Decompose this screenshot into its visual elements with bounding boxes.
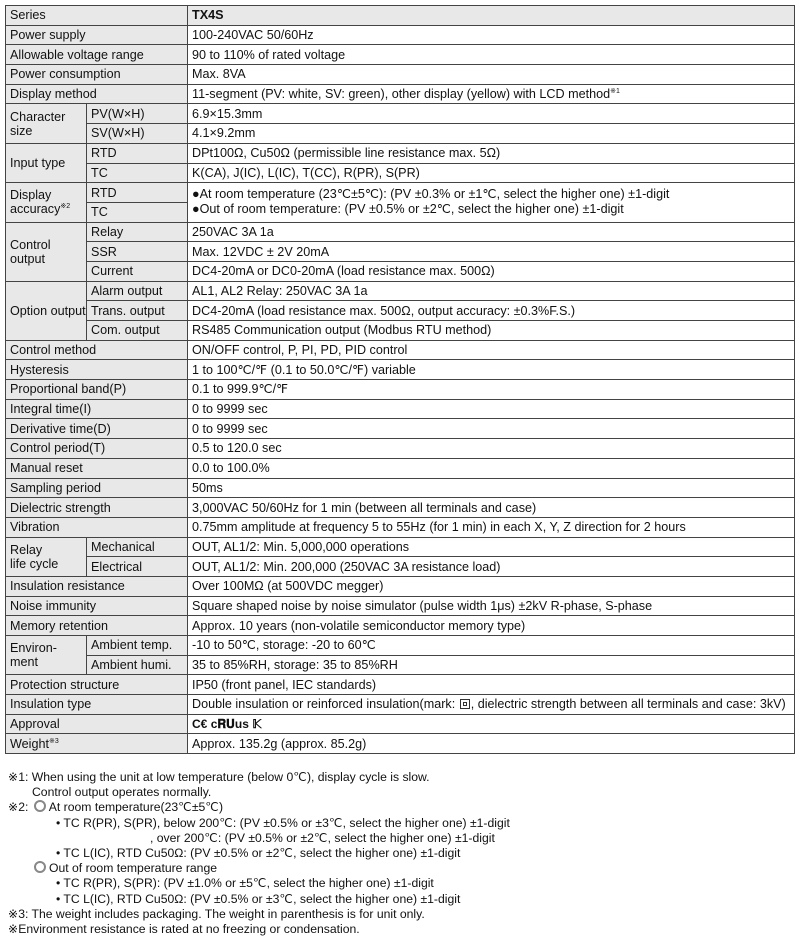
row-value: Max. 12VDC ± 2V 20mA <box>188 242 795 262</box>
footnote-2-prefix: ※2: <box>8 800 32 815</box>
footnote-2-out-text: Out of room temperature range <box>49 861 218 876</box>
row-value: ON/OFF control, P, PI, PD, PID control <box>188 340 795 360</box>
table-row <box>6 695 795 715</box>
table-row <box>6 183 795 203</box>
display-method-text: 11-segment (PV: white, SV: green), other display (yellow) with LCD method <box>192 87 611 102</box>
row-label: Option output <box>6 281 87 340</box>
sub-label: TC <box>87 163 188 183</box>
row-value: 0.1 to 999.9℃/℉ <box>188 380 795 400</box>
row-value: DC4-20mA or DC0-20mA (load resistance max. 500Ω) <box>188 261 795 281</box>
sub-label: Ambient temp. <box>87 636 188 656</box>
table-row <box>6 458 795 478</box>
row-label: Sampling period <box>6 478 188 498</box>
table-row <box>6 84 795 104</box>
row-value <box>188 695 795 715</box>
table-row <box>6 616 795 636</box>
row-label <box>6 636 87 675</box>
weight-label: Weight <box>10 736 49 751</box>
table-row <box>6 498 795 518</box>
sub-label: Alarm output <box>87 281 188 301</box>
footnote-2-line: • TC R(PR), S(PR), below 200℃: (PV ±0.5% or ±3℃, select the higher one) ±1-digit <box>56 815 510 830</box>
row-label: Display method <box>6 84 188 104</box>
footnote-2 <box>8 800 510 815</box>
sub-label: Relay <box>87 222 188 242</box>
row-value: 0.5 to 120.0 sec <box>188 439 795 459</box>
table-row <box>6 222 795 242</box>
row-value: Approx. 135.2g (approx. 85.2g) <box>188 734 795 754</box>
row-value: 50ms <box>188 478 795 498</box>
row-label: Power consumption <box>6 65 188 85</box>
row-value <box>188 183 795 222</box>
row-value: 3,000VAC 50/60Hz for 1 min (between all terminals and case) <box>188 498 795 518</box>
row-value: IP50 (front panel, IEC standards) <box>188 675 795 695</box>
table-row <box>6 163 795 183</box>
row-label: Control period(T) <box>6 439 188 459</box>
sub-label: RTD <box>87 143 188 163</box>
row-value: OUT, AL1/2: Min. 200,000 (250VAC 3A resistance load) <box>188 557 795 577</box>
row-value: 0.0 to 100.0% <box>188 458 795 478</box>
relay-label-line2: life cycle <box>10 556 59 571</box>
sub-label: PV(W×H) <box>87 104 188 124</box>
row-value: 90 to 110% of rated voltage <box>188 45 795 65</box>
table-row <box>6 104 795 124</box>
footnote-4: ※Environment resistance is rated at no freezing or condensation. <box>8 922 360 937</box>
footnote-ref: ※3 <box>48 737 59 745</box>
footnote-3: ※3: The weight includes packaging. The weight in parenthesis is for unit only. <box>8 906 425 921</box>
row-value: DPt100Ω, Cu50Ω (permissible line resistance max. 5Ω) <box>188 143 795 163</box>
row-label: Character size <box>6 104 87 143</box>
row-label: Series <box>6 6 188 26</box>
sub-label: TC <box>87 202 188 222</box>
circle-bullet-icon <box>34 861 46 873</box>
table-row <box>6 714 795 734</box>
table-row <box>6 65 795 85</box>
table-row <box>6 557 795 577</box>
row-label: Approval <box>6 714 188 734</box>
sub-label: Com. output <box>87 321 188 341</box>
sub-label: Ambient humi. <box>87 655 188 675</box>
sub-label: Electrical <box>87 557 188 577</box>
row-value <box>188 84 795 104</box>
table-row <box>6 576 795 596</box>
footnote-2-room: At room temperature(23℃±5℃) <box>48 800 224 815</box>
sub-label: Mechanical <box>87 537 188 557</box>
row-value: Over 100MΩ (at 500VDC megger) <box>188 576 795 596</box>
certification-marks-icon: C€ c𝐑𝐔us 𝕂 <box>192 717 262 732</box>
row-value <box>188 714 795 734</box>
row-label: Protection structure <box>6 675 188 695</box>
row-value: Square shaped noise by noise simulator (pulse width 1μs) ±2kV R-phase, S-phase <box>188 596 795 616</box>
row-value: AL1, AL2 Relay: 250VAC 3A 1a <box>188 281 795 301</box>
footnote-2-line: • TC L(IC), RTD Cu50Ω: (PV ±0.5% or ±3℃, select the higher one) ±1-digit <box>56 891 461 906</box>
footnote-ref: ※1 <box>610 88 620 96</box>
footnote-2-line: • TC L(IC), RTD Cu50Ω: (PV ±0.5% or ±2℃, select the higher one) ±1-digit <box>56 846 461 861</box>
row-label: Proportional band(P) <box>6 380 188 400</box>
table-row <box>6 281 795 301</box>
row-label <box>6 734 188 754</box>
insulation-text-post: , dielectric strength between all terminals and case: 3kV) <box>470 697 786 712</box>
row-label: Vibration <box>6 517 188 537</box>
table-row <box>6 380 795 400</box>
row-label: Power supply <box>6 25 188 45</box>
table-row <box>6 655 795 675</box>
table-row <box>6 419 795 439</box>
footnote-2-out <box>8 861 510 876</box>
table-row <box>6 25 795 45</box>
row-value: Approx. 10 years (non-volatile semiconductor memory type) <box>188 616 795 636</box>
table-row <box>6 596 795 616</box>
row-label: Dielectric strength <box>6 498 188 518</box>
row-label: Manual reset <box>6 458 188 478</box>
footnote-ref: ※2 <box>60 203 71 211</box>
table-row <box>6 537 795 557</box>
footnote-2-line: • TC R(PR), S(PR): (PV ±1.0% or ±5℃, select the higher one) ±1-digit <box>56 876 434 891</box>
table-row <box>6 301 795 321</box>
row-label: Insulation type <box>6 695 188 715</box>
row-value: 0 to 9999 sec <box>188 419 795 439</box>
row-label <box>6 183 87 222</box>
accuracy-room-temp: ●At room temperature (23℃±5℃): (PV ±0.3% or ±1℃, select the higher one) ±1-digit <box>192 187 670 202</box>
accuracy-out-of-room: ●Out of room temperature: (PV ±0.5% or ±2℃, select the higher one) ±1-digit <box>192 202 624 217</box>
sub-label: Trans. output <box>87 301 188 321</box>
row-label: Insulation resistance <box>6 576 188 596</box>
sub-label: Current <box>87 261 188 281</box>
table-row <box>6 143 795 163</box>
row-value: K(CA), J(IC), L(IC), T(CC), R(PR), S(PR) <box>188 163 795 183</box>
row-label: Memory retention <box>6 616 188 636</box>
table-row <box>6 124 795 144</box>
footnote-2-line: , over 200℃: (PV ±0.5% or ±2℃, select the higher one) ±1-digit <box>150 830 495 845</box>
environment-label-line1: Environ- <box>10 641 57 656</box>
row-value: Max. 8VA <box>188 65 795 85</box>
display-accuracy-label: Display accuracy <box>10 188 61 217</box>
row-label: Control method <box>6 340 188 360</box>
row-value: 6.9×15.3mm <box>188 104 795 124</box>
sub-label: SV(W×H) <box>87 124 188 144</box>
table-row <box>6 439 795 459</box>
sub-label: SSR <box>87 242 188 262</box>
footnote-1-cont: Control output operates normally. <box>32 785 212 800</box>
row-value: RS485 Communication output (Modbus RTU method) <box>188 321 795 341</box>
sub-label: RTD <box>87 183 188 203</box>
double-insulation-icon <box>460 699 470 709</box>
row-value: 4.1×9.2mm <box>188 124 795 144</box>
row-label: Noise immunity <box>6 596 188 616</box>
table-row <box>6 340 795 360</box>
row-value: TX4S <box>188 6 795 26</box>
row-label <box>6 537 87 576</box>
row-value: OUT, AL1/2: Min. 5,000,000 operations <box>188 537 795 557</box>
circle-bullet-icon <box>34 800 46 812</box>
row-label: Integral time(I) <box>6 399 188 419</box>
table-row <box>6 45 795 65</box>
table-row <box>6 321 795 341</box>
table-row <box>6 360 795 380</box>
row-label: Hysteresis <box>6 360 188 380</box>
table-row <box>6 478 795 498</box>
relay-label-line1: Relay <box>10 542 43 557</box>
footnotes <box>8 770 510 937</box>
row-value: 250VAC 3A 1a <box>188 222 795 242</box>
table-row <box>6 261 795 281</box>
environment-label-line2: ment <box>10 655 38 670</box>
table-row <box>6 675 795 695</box>
row-value: 0.75mm amplitude at frequency 5 to 55Hz (for 1 min) in each X, Y, Z direction for 2 hours <box>188 517 795 537</box>
table-row <box>6 734 795 754</box>
row-label: Allowable voltage range <box>6 45 188 65</box>
row-value: 1 to 100℃/℉ (0.1 to 50.0℃/℉) variable <box>188 360 795 380</box>
specification-table <box>5 5 795 754</box>
table-row <box>6 242 795 262</box>
table-row <box>6 399 795 419</box>
insulation-text-pre: Double insulation or reinforced insulation(mark: <box>192 697 459 712</box>
row-value: DC4-20mA (load resistance max. 500Ω, output accuracy: ±0.3%F.S.) <box>188 301 795 321</box>
row-value: 35 to 85%RH, storage: 35 to 85%RH <box>188 655 795 675</box>
row-value: -10 to 50℃, storage: -20 to 60℃ <box>188 636 795 656</box>
footnote-1: ※1: When using the unit at low temperature (below 0℃), display cycle is slow. <box>8 770 430 784</box>
row-label: Derivative time(D) <box>6 419 188 439</box>
table-row <box>6 517 795 537</box>
row-label: Control output <box>6 222 87 281</box>
row-value: 100-240VAC 50/60Hz <box>188 25 795 45</box>
table-row <box>6 636 795 656</box>
row-label: Input type <box>6 143 87 182</box>
table-row <box>6 6 795 26</box>
row-value: 0 to 9999 sec <box>188 399 795 419</box>
